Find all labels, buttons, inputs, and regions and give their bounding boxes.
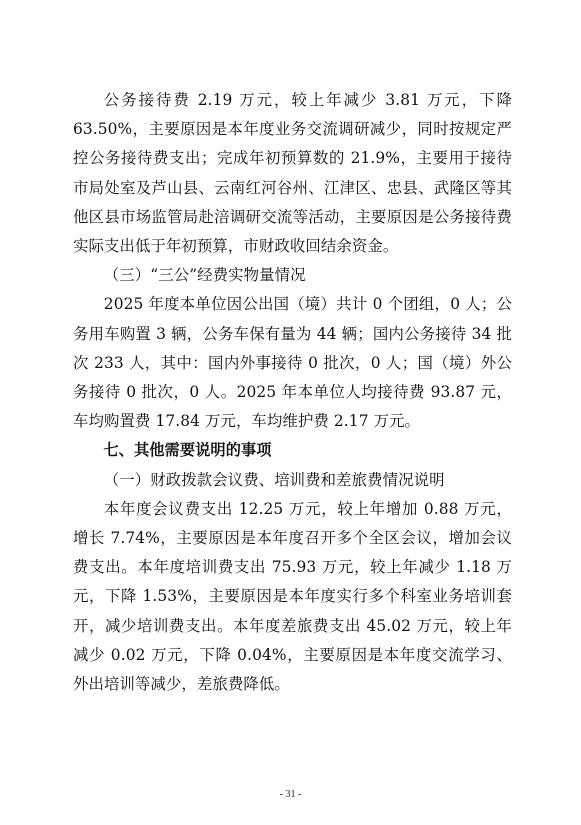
paragraph-physical-quantity: 2025 年度本单位因公出国（境）共计 0 个团组，0 人；公务用车购置 3 辆，公务车保有量为 44 辆；国内公务接待 34 批次 233 人，其中：国内外事接待 0 批次，0 人；国（境）外公务接待 0 批次，0 人。2025 年本单位人均接待费 93.87 元，车均购置费 17.84 万元，车均维护费 2.17 万元。 bbox=[73, 295, 512, 431]
page-number: - 31 - bbox=[279, 789, 302, 800]
paragraph-meeting-training-travel: 本年度会议费支出 12.25 万元，较上年增加 0.88 万元，增长 7.74%，主要原因是本年度召开多个全区会议，增加会议费支出。本年度培训费支出 75.93 万元，较上年减少 1.18 万元，下降 1.53%，主要原因是本年度实行多个科室业务培训套开，减少培训费支出。本年度差旅费支出 45.02 万元，较上年减少 0.02 万元，下降 0.04%，主要原因是本年度交流学习、外出培训等减少，差旅费降低。 bbox=[73, 499, 512, 694]
subheading-physical-quantity: （三）“三公”经费实物量情况 bbox=[103, 266, 306, 285]
paragraph-reception-expense: 公务接待费 2.19 万元，较上年减少 3.81 万元，下降 63.50%，主要原因是本年度业务交流调研减少，同时按规定严控公务接待费支出；完成年初预算数的 21.9%，主要用于接待市局处室及芦山县、云南红河谷州、江津区、忠县、武隆区等其他区县市场监管局赴涪调研交流等活动，主要原因是公务接待费实际支出低于年初预算，市财政收回结余资金。 bbox=[73, 91, 512, 256]
heading-other-matters: 七、其他需要说明的事项 bbox=[103, 441, 272, 460]
subheading-meeting-training-travel: （一）财政拨款会议费、培训费和差旅费情况说明 bbox=[103, 470, 445, 489]
document-body bbox=[73, 86, 512, 699]
